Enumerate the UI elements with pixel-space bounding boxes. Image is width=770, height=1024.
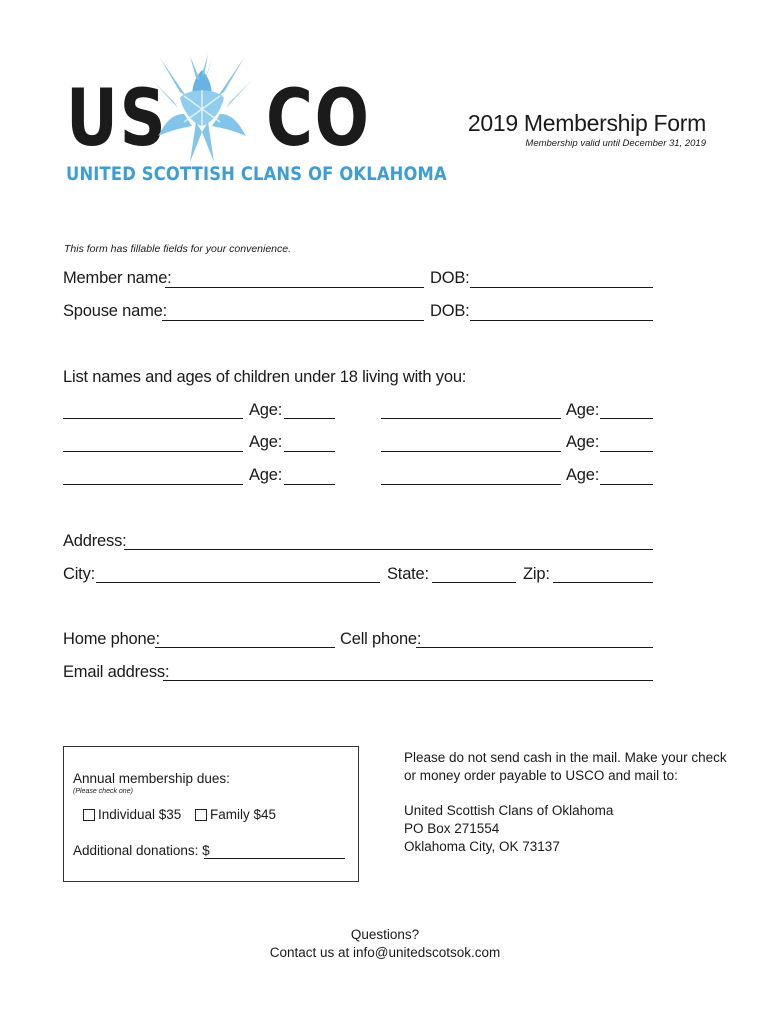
- child-age-field[interactable]: [600, 484, 653, 485]
- child-age-label: Age:: [566, 466, 600, 484]
- email-label: Email address:: [63, 663, 170, 681]
- spouse-dob-field[interactable]: [470, 320, 653, 321]
- family-label: Family $45: [210, 807, 277, 822]
- family-checkbox[interactable]: [195, 809, 207, 821]
- child-name-field[interactable]: [63, 451, 243, 452]
- child-name-field[interactable]: [381, 484, 561, 485]
- mailing-address: [404, 802, 613, 856]
- cell-phone-field[interactable]: [416, 647, 653, 648]
- member-name-field[interactable]: [165, 287, 424, 288]
- form-title: 2019 Membership Form: [467, 110, 706, 136]
- spouse-name-field[interactable]: [162, 320, 424, 321]
- individual-checkbox[interactable]: [83, 809, 95, 821]
- child-name-field[interactable]: [381, 418, 561, 419]
- city-label: City:: [63, 565, 96, 583]
- mailing-instructions-line-2: or money order payable to USCO and mail to:: [404, 768, 678, 783]
- address-label: Address:: [63, 532, 127, 550]
- dues-check-note: (Please check one): [73, 788, 133, 795]
- mailing-city-state-zip: Oklahoma City, OK 73137: [404, 839, 560, 854]
- donations-field[interactable]: [204, 858, 345, 859]
- mailing-instructions: [404, 749, 727, 785]
- child-age-label: Age:: [566, 433, 600, 451]
- home-phone-field[interactable]: [155, 647, 335, 648]
- child-name-field[interactable]: [63, 484, 243, 485]
- logo-text-left: US: [66, 74, 168, 164]
- spouse-name-label: Spouse name:: [63, 302, 168, 320]
- state-label: State:: [387, 565, 429, 583]
- mailing-org-name: United Scottish Clans of Oklahoma: [404, 803, 614, 818]
- zip-label: Zip:: [523, 565, 550, 583]
- thistle-icon: [150, 52, 254, 164]
- validity-note: Membership valid until December 31, 2019: [525, 138, 706, 149]
- dues-box: [63, 746, 359, 882]
- home-phone-label: Home phone:: [63, 630, 160, 648]
- child-age-field[interactable]: [284, 484, 335, 485]
- mailing-po-box: PO Box 271554: [404, 821, 500, 836]
- individual-label: Individual $35: [98, 807, 182, 822]
- cell-phone-label: Cell phone:: [340, 630, 422, 648]
- city-field[interactable]: [96, 582, 380, 583]
- donations-label: Additional donations: $: [73, 843, 210, 858]
- child-age-field[interactable]: [284, 418, 335, 419]
- member-name-label: Member name:: [63, 269, 172, 287]
- footer: [0, 926, 770, 962]
- logo-subtitle: UNITED SCOTTISH CLANS OF OKLAHOMA: [66, 163, 447, 185]
- spouse-dob-label: DOB:: [430, 302, 470, 320]
- child-age-label: Age:: [249, 433, 283, 451]
- zip-field[interactable]: [553, 582, 653, 583]
- footer-questions: Questions?: [350, 927, 420, 942]
- child-age-label: Age:: [249, 401, 283, 419]
- child-name-field[interactable]: [63, 418, 243, 419]
- mailing-instructions-line-1: Please do not send cash in the mail. Make your check: [404, 750, 727, 765]
- child-age-field[interactable]: [284, 451, 335, 452]
- state-field[interactable]: [432, 582, 516, 583]
- child-name-field[interactable]: [381, 451, 561, 452]
- child-age-field[interactable]: [600, 451, 653, 452]
- children-heading: List names and ages of children under 18 living with you:: [63, 368, 467, 386]
- dues-title: Annual membership dues:: [73, 771, 230, 786]
- child-age-field[interactable]: [600, 418, 653, 419]
- email-field[interactable]: [163, 680, 653, 681]
- logo-text-right: CO: [266, 74, 371, 164]
- child-age-label: Age:: [566, 401, 600, 419]
- member-dob-field[interactable]: [470, 287, 653, 288]
- fillable-note: This form has fillable fields for your convenience.: [64, 243, 292, 255]
- child-age-label: Age:: [249, 466, 283, 484]
- footer-contact: Contact us at info@unitedscotsok.com: [269, 945, 501, 960]
- member-dob-label: DOB:: [430, 269, 470, 287]
- address-field[interactable]: [124, 549, 653, 550]
